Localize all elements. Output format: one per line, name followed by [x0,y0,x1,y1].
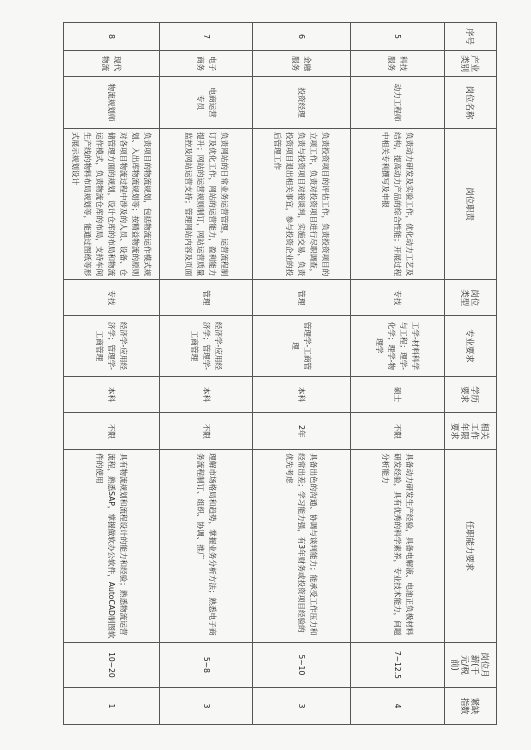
table-row [253,23,351,725]
table-row [160,23,253,725]
table-row [351,23,445,725]
header-duties: 岗位职责 [445,128,497,279]
cell-ability: 具备出色的沟通、协调与谈判能力；能承受工作压力和经常出差；学习能力强，有3年财务或投资项目经验的优先考虑 [253,450,351,643]
cell-salary: 5~10 [253,642,351,687]
cell-industry: 电子 商务 [160,51,253,77]
cell-position-name: 电商运营 专员 [160,77,253,129]
cell-years: 不限 [160,413,253,450]
cell-salary: 5~8 [160,642,253,687]
cell-seq: 8 [64,23,160,51]
cell-industry: 金融 服务 [253,51,351,77]
cell-seq: 5 [351,23,445,51]
cell-ability: 具备动力研发生产经验，具备电解液、电池正负极材料研发经验，具有优秀的科学素养，专业技术能力，问题分析能力 [351,450,445,643]
cell-seq: 7 [160,23,253,51]
cell-salary: 7~12.5 [351,642,445,687]
cell-industry: 科技 服务 [351,51,445,77]
header-position-type: 岗位 类型 [445,280,497,316]
cell-years: 2年 [253,413,351,450]
cell-years: 不限 [64,413,160,450]
header-seq: 序号 [445,23,497,51]
cell-major: 工学-材料科学与工程；理学-化学；理学-物理学 [351,316,445,377]
cell-position-name: 投资经理 [253,77,351,129]
cell-duties: 负责投资项目的评估工作，负责投资项目的立项工作，负责对投资项目进行尽职调查，负责与投资项目对接谈判，实施交易，负责投资项目退出相关事宜，参与投资企业的投后管理工作 [253,128,351,279]
cell-position-type: 管理 [160,280,253,316]
header-row [445,23,497,725]
header-salary: 岗位月 薪(千 元/税 前) [445,642,497,687]
cell-position-type: 专技 [64,280,160,316]
cell-salary: 10~20 [64,642,160,687]
header-urgency: 紧缺 指数 [445,688,497,725]
table-row [64,23,160,725]
cell-urgency: 3 [160,688,253,725]
header-education: 学历 要求 [445,376,497,413]
cell-major: 经济学-应用经济学；管理学-工商管理 [64,316,160,377]
cell-education: 硕士 [351,376,445,413]
cell-urgency: 1 [64,688,160,725]
cell-ability: 理解市场格局和趋势，掌握业务分析方法；熟悉电子商务流程制订、组织、协调、推广 [160,450,253,643]
cell-urgency: 3 [253,688,351,725]
cell-years: 不限 [351,413,445,450]
job-requirements-table [63,22,497,725]
cell-duties: 负责项目的物流规划，包括物流运作模式规划、入出库物流规划等；按精益物流的原则对各项目物流过程中涉及的人员、设备、仓储管理方面的规划，设计仓库的布局和物流运作模式，负责物流仓库的布局，支持车间生产线的物料布局规划等，能通过图纸等形式展示规划设计 [64,128,160,279]
header-years: 相关 工作 年限 要求 [445,413,497,450]
header-major: 专业要求 [445,316,497,377]
cell-position-name: 动力工程师 [351,77,445,129]
cell-industry: 现代 物流 [64,51,160,77]
cell-education: 本科 [253,376,351,413]
cell-duties: 负责网站的日常业务运营管理，运营流程制订及优化工作，网站的运营能力，盈利能力提升；网站的运营规则制订，网站运营质量监控及网站运营支持；管理网站内容及页面 [160,128,253,279]
header-position-name: 岗位名称 [445,77,497,129]
cell-seq: 6 [253,23,351,51]
header-ability: 任职能力要求 [445,450,497,643]
header-industry: 产业 类别 [445,51,497,77]
cell-major: 管理学-工商管理 [253,316,351,377]
cell-position-type: 管理 [253,280,351,316]
cell-ability: 具有物流规划和流程设计的能力和经验；熟悉物流运营流程，熟悉SAP，掌握做软办公软件，AutoCAD制图软件的使用 [64,450,160,643]
cell-urgency: 4 [351,688,445,725]
cell-education: 本科 [64,376,160,413]
cell-education: 本科 [160,376,253,413]
cell-major: 经济学-应用经济学；管理学-工商管理 [160,316,253,377]
cell-duties: 负责动力研发及实验工作，优化动力工艺及结构，提高动力产品的综合性能；开展过程中相关专利撰写及申报 [351,128,445,279]
cell-position-type: 专技 [351,280,445,316]
cell-position-name: 物流规划师 [64,77,160,129]
